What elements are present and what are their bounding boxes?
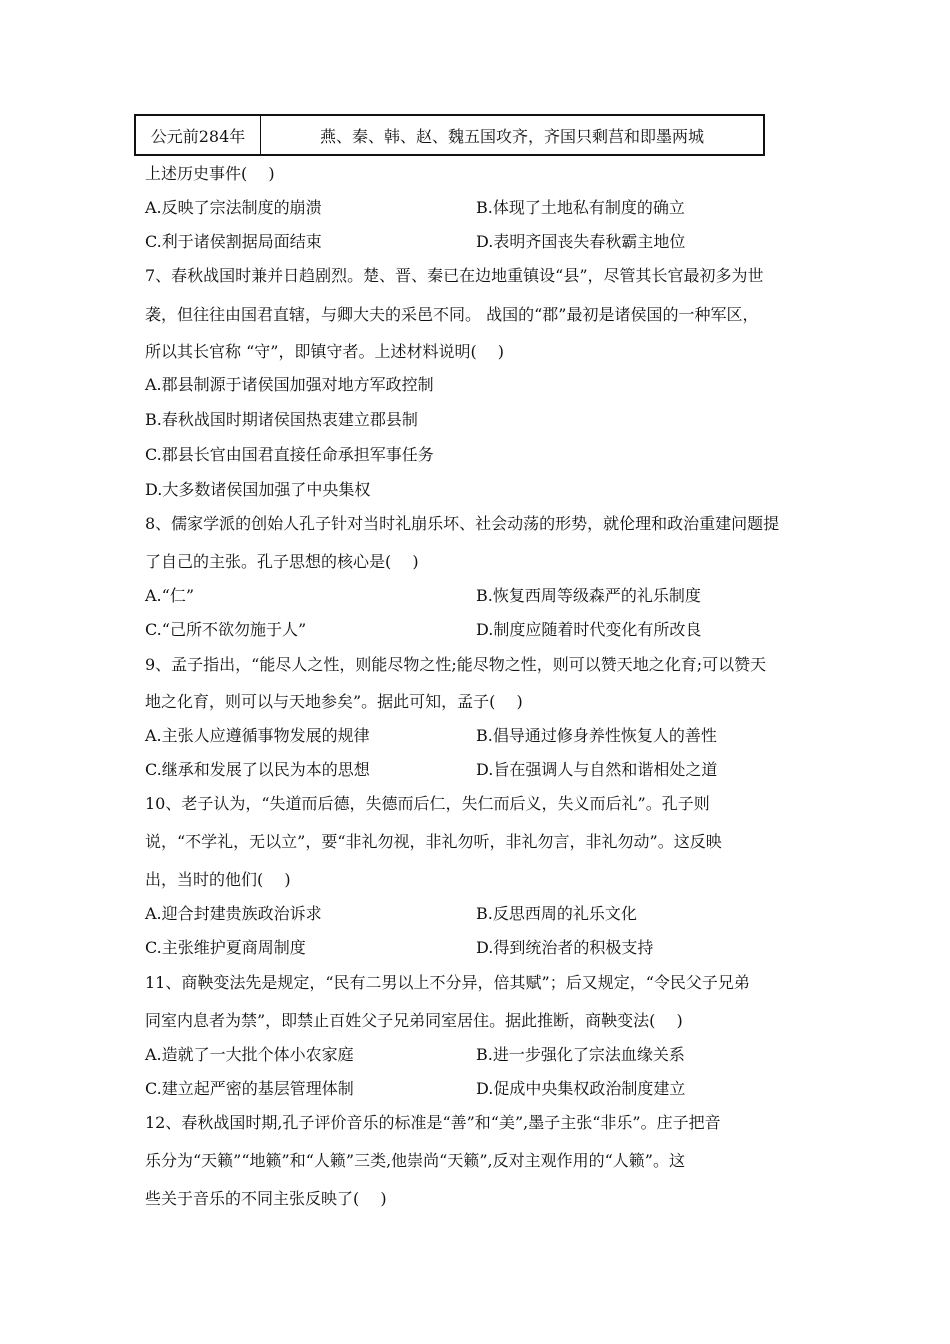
q8-option-d: D.制度应随着时代变化有所改良	[476, 620, 702, 639]
q10-stem-line-3: 出，当时的他们( )	[145, 870, 291, 889]
table-year-cell: 公元前284年	[136, 116, 261, 154]
q6-option-c: C.利于诸侯割据局面结束	[145, 232, 322, 251]
q11-option-d: D.促成中央集权政治制度建立	[476, 1079, 686, 1098]
q9-option-d: D.旨在强调人与自然和谐相处之道	[476, 760, 718, 779]
q10-option-d: D.得到统治者的积极支持	[476, 938, 654, 957]
q7-option-a: A.郡县制源于诸侯国加强对地方军政控制	[145, 375, 434, 394]
q7-stem-line-1: 7、春秋战国时兼并日趋剧烈。楚、晋、秦已在边地重镇设“县”，尽管其长官最初多为世	[145, 266, 764, 285]
q9-stem-line-1: 9、孟子指出，“能尽人之性，则能尽物之性;能尽物之性，则可以赞天地之化育;可以赞天	[145, 655, 767, 674]
q11-stem-line-2: 同室内息者为禁”，即禁止百姓父子兄弟同室居住。据此推断，商鞅变法( )	[145, 1011, 683, 1030]
q6-option-b: B.体现了土地私有制度的确立	[476, 198, 685, 217]
q10-option-a: A.迎合封建贵族政治诉求	[145, 904, 322, 923]
q9-stem-line-2: 地之化育，则可以与天地参矣”。据此可知，孟子( )	[145, 692, 523, 711]
q8-option-b: B.恢复西周等级森严的礼乐制度	[476, 586, 701, 605]
q11-option-b: B.进一步强化了宗法血缘关系	[476, 1045, 685, 1064]
q8-option-c: C.“己所不欲勿施于人”	[145, 620, 307, 639]
q11-option-c: C.建立起严密的基层管理体制	[145, 1079, 354, 1098]
q7-option-d: D.大多数诸侯国加强了中央集权	[145, 480, 371, 499]
q12-stem-line-3: 些关于音乐的不同主张反映了( )	[145, 1189, 387, 1208]
q8-stem-line-1: 8、儒家学派的创始人孔子针对当时礼崩乐坏、社会动荡的形势，就伦理和政治重建问题提	[145, 514, 780, 533]
q11-stem-line-1: 11、商鞅变法先是规定，“民有二男以上不分异，倍其赋”；后又规定，“令民父子兄弟	[145, 973, 750, 992]
q10-stem-line-2: 说，“不学礼，无以立”，要“非礼勿视，非礼勿听，非礼勿言，非礼勿动”。这反映	[145, 832, 722, 851]
q6-option-a: A.反映了宗法制度的崩溃	[145, 198, 322, 217]
event-table	[134, 114, 765, 156]
q6-stem: 上述历史事件( )	[145, 164, 275, 183]
q10-stem-line-1: 10、老子认为，“失道而后德，失德而后仁，失仁而后义，失义而后礼”。孔子则	[145, 794, 710, 813]
q12-stem-line-2: 乐分为“天籁”“地籁”和“人籁”三类,他崇尚“天籁”,反对主观作用的“人籁”。这	[145, 1151, 685, 1170]
q9-option-c: C.继承和发展了以民为本的思想	[145, 760, 370, 779]
q9-option-a: A.主张人应遵循事物发展的规律	[145, 726, 370, 745]
q6-option-d: D.表明齐国丧失春秋霸主地位	[476, 232, 686, 251]
q10-option-b: B.反思西周的礼乐文化	[476, 904, 637, 923]
q8-option-a: A.“仁”	[145, 586, 195, 605]
q10-option-c: C.主张维护夏商周制度	[145, 938, 306, 957]
q11-option-a: A.造就了一大批个体小农家庭	[145, 1045, 354, 1064]
q7-stem-line-3: 所以其长官称 “守”，即镇守者。上述材料说明( )	[145, 342, 505, 361]
q7-option-b: B.春秋战国时期诸侯国热衷建立郡县制	[145, 410, 418, 429]
q7-option-c: C.郡县长官由国君直接任命承担军事任务	[145, 445, 434, 464]
q8-stem-line-2: 了自己的主张。孔子思想的核心是( )	[145, 552, 419, 571]
q9-option-b: B.倡导通过修身养性恢复人的善性	[476, 726, 717, 745]
table-event-cell: 燕、秦、韩、赵、魏五国攻齐，齐国只剩莒和即墨两城	[319, 126, 704, 146]
q12-stem-line-1: 12、春秋战国时期,孔子评价音乐的标准是“善”和“美”,墨子主张“非乐”。庄子把音	[145, 1113, 721, 1132]
q7-stem-line-2: 袭，但往往由国君直辖，与卿大夫的采邑不同。 战国的“郡”最初是诸侯国的一种军区，	[145, 305, 759, 324]
